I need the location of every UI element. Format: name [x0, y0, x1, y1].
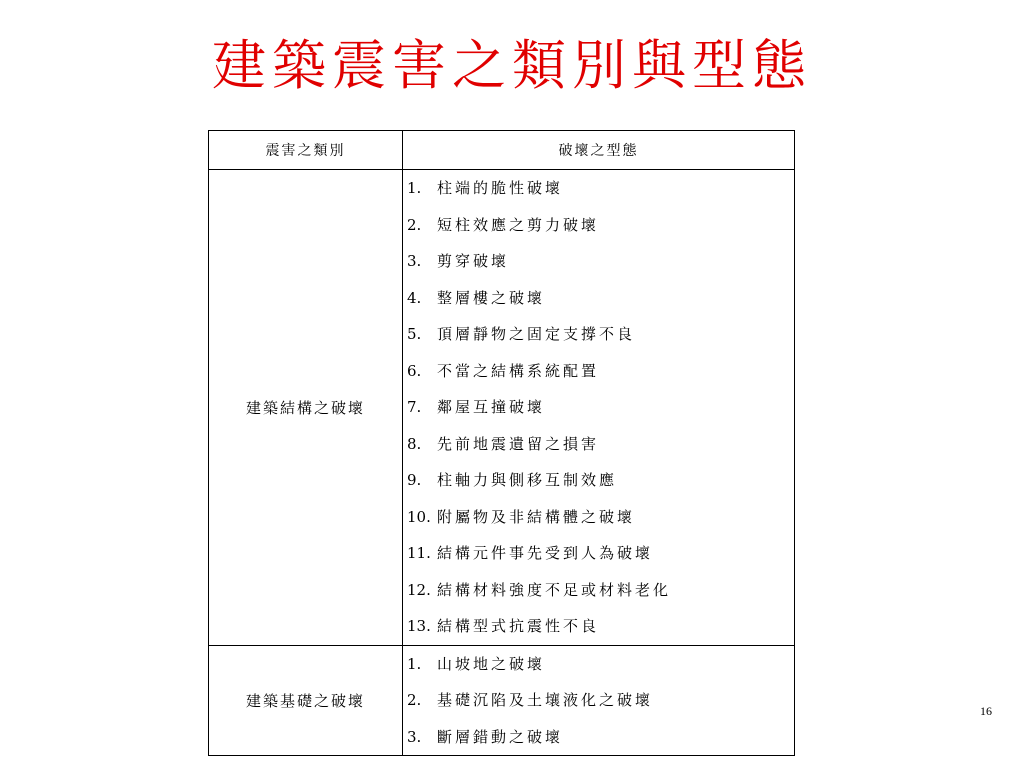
item-number: 5.: [407, 325, 422, 343]
item-number: 1.: [407, 179, 422, 197]
item-text: 整層樓之破壞: [437, 288, 546, 307]
item-text: 山坡地之破壞: [437, 654, 546, 673]
item-text: 剪穿破壞: [437, 252, 510, 270]
item-number: 11.: [407, 544, 431, 562]
item-text: 不當之結構系統配置: [437, 361, 600, 380]
item-number: 7.: [407, 398, 422, 416]
list-item: [403, 280, 794, 317]
item-text: 基礎沉陷及土壤液化之破壞: [437, 691, 654, 709]
list-item: [403, 353, 794, 390]
item-number: 13.: [407, 617, 431, 635]
item-text: 附屬物及非結構體之破壞: [437, 507, 636, 526]
item-number: 2.: [407, 215, 422, 234]
item-number: 4.: [407, 288, 422, 307]
list-item: [403, 243, 794, 280]
item-text: 先前地震遺留之損害: [437, 434, 600, 453]
item-number: 2.: [407, 691, 422, 709]
item-number: 3.: [407, 727, 422, 746]
item-number: 10.: [407, 507, 431, 526]
category-cell-structural: 建築結構之破壞: [209, 170, 403, 646]
item-text: 短柱效應之剪力破壞: [437, 215, 600, 234]
list-item: [403, 462, 794, 499]
list-item: [403, 646, 794, 683]
list-item: [403, 389, 794, 426]
slide-title: 建築震害之類別與型態: [212, 34, 812, 97]
item-text: 柱端的脆性破壞: [437, 179, 564, 197]
table-row-foundation: [209, 645, 795, 756]
item-number: 9.: [407, 471, 422, 489]
header-damage-type: 破壞之型態: [403, 131, 795, 170]
item-text: 結構型式抗震性不良: [437, 617, 600, 635]
item-text: 斷層錯動之破壞: [437, 727, 564, 746]
list-item: [403, 499, 794, 536]
damage-type-list-structural: [403, 170, 795, 646]
item-text: 柱軸力與側移互制效應: [437, 471, 618, 489]
list-item: [403, 682, 794, 719]
item-number: 6.: [407, 361, 422, 380]
item-text: 頂層靜物之固定支撐不良: [437, 325, 636, 343]
list-item: [403, 426, 794, 463]
item-number: 1.: [407, 654, 422, 673]
list-item: [403, 316, 794, 353]
item-number: 12.: [407, 580, 431, 599]
table-row-structural: [209, 170, 795, 646]
item-number: 8.: [407, 434, 422, 453]
item-text: 結構元件事先受到人為破壞: [437, 544, 654, 562]
list-item: [403, 207, 794, 244]
category-cell-foundation: 建築基礎之破壞: [209, 645, 403, 756]
item-text: 鄰屋互撞破壞: [437, 398, 546, 416]
damage-classification-table: [208, 130, 795, 756]
table-header-row: [209, 131, 795, 170]
list-item: [403, 535, 794, 572]
damage-type-list-foundation: [403, 645, 795, 756]
list-item: [403, 608, 794, 645]
list-item: [403, 719, 794, 756]
page-number: 16: [980, 704, 992, 718]
item-number: 3.: [407, 252, 422, 270]
header-damage-category: 震害之類別: [209, 131, 403, 170]
list-item: [403, 572, 794, 609]
list-item: [403, 170, 794, 207]
item-text: 結構材料強度不足或材料老化: [437, 580, 672, 599]
